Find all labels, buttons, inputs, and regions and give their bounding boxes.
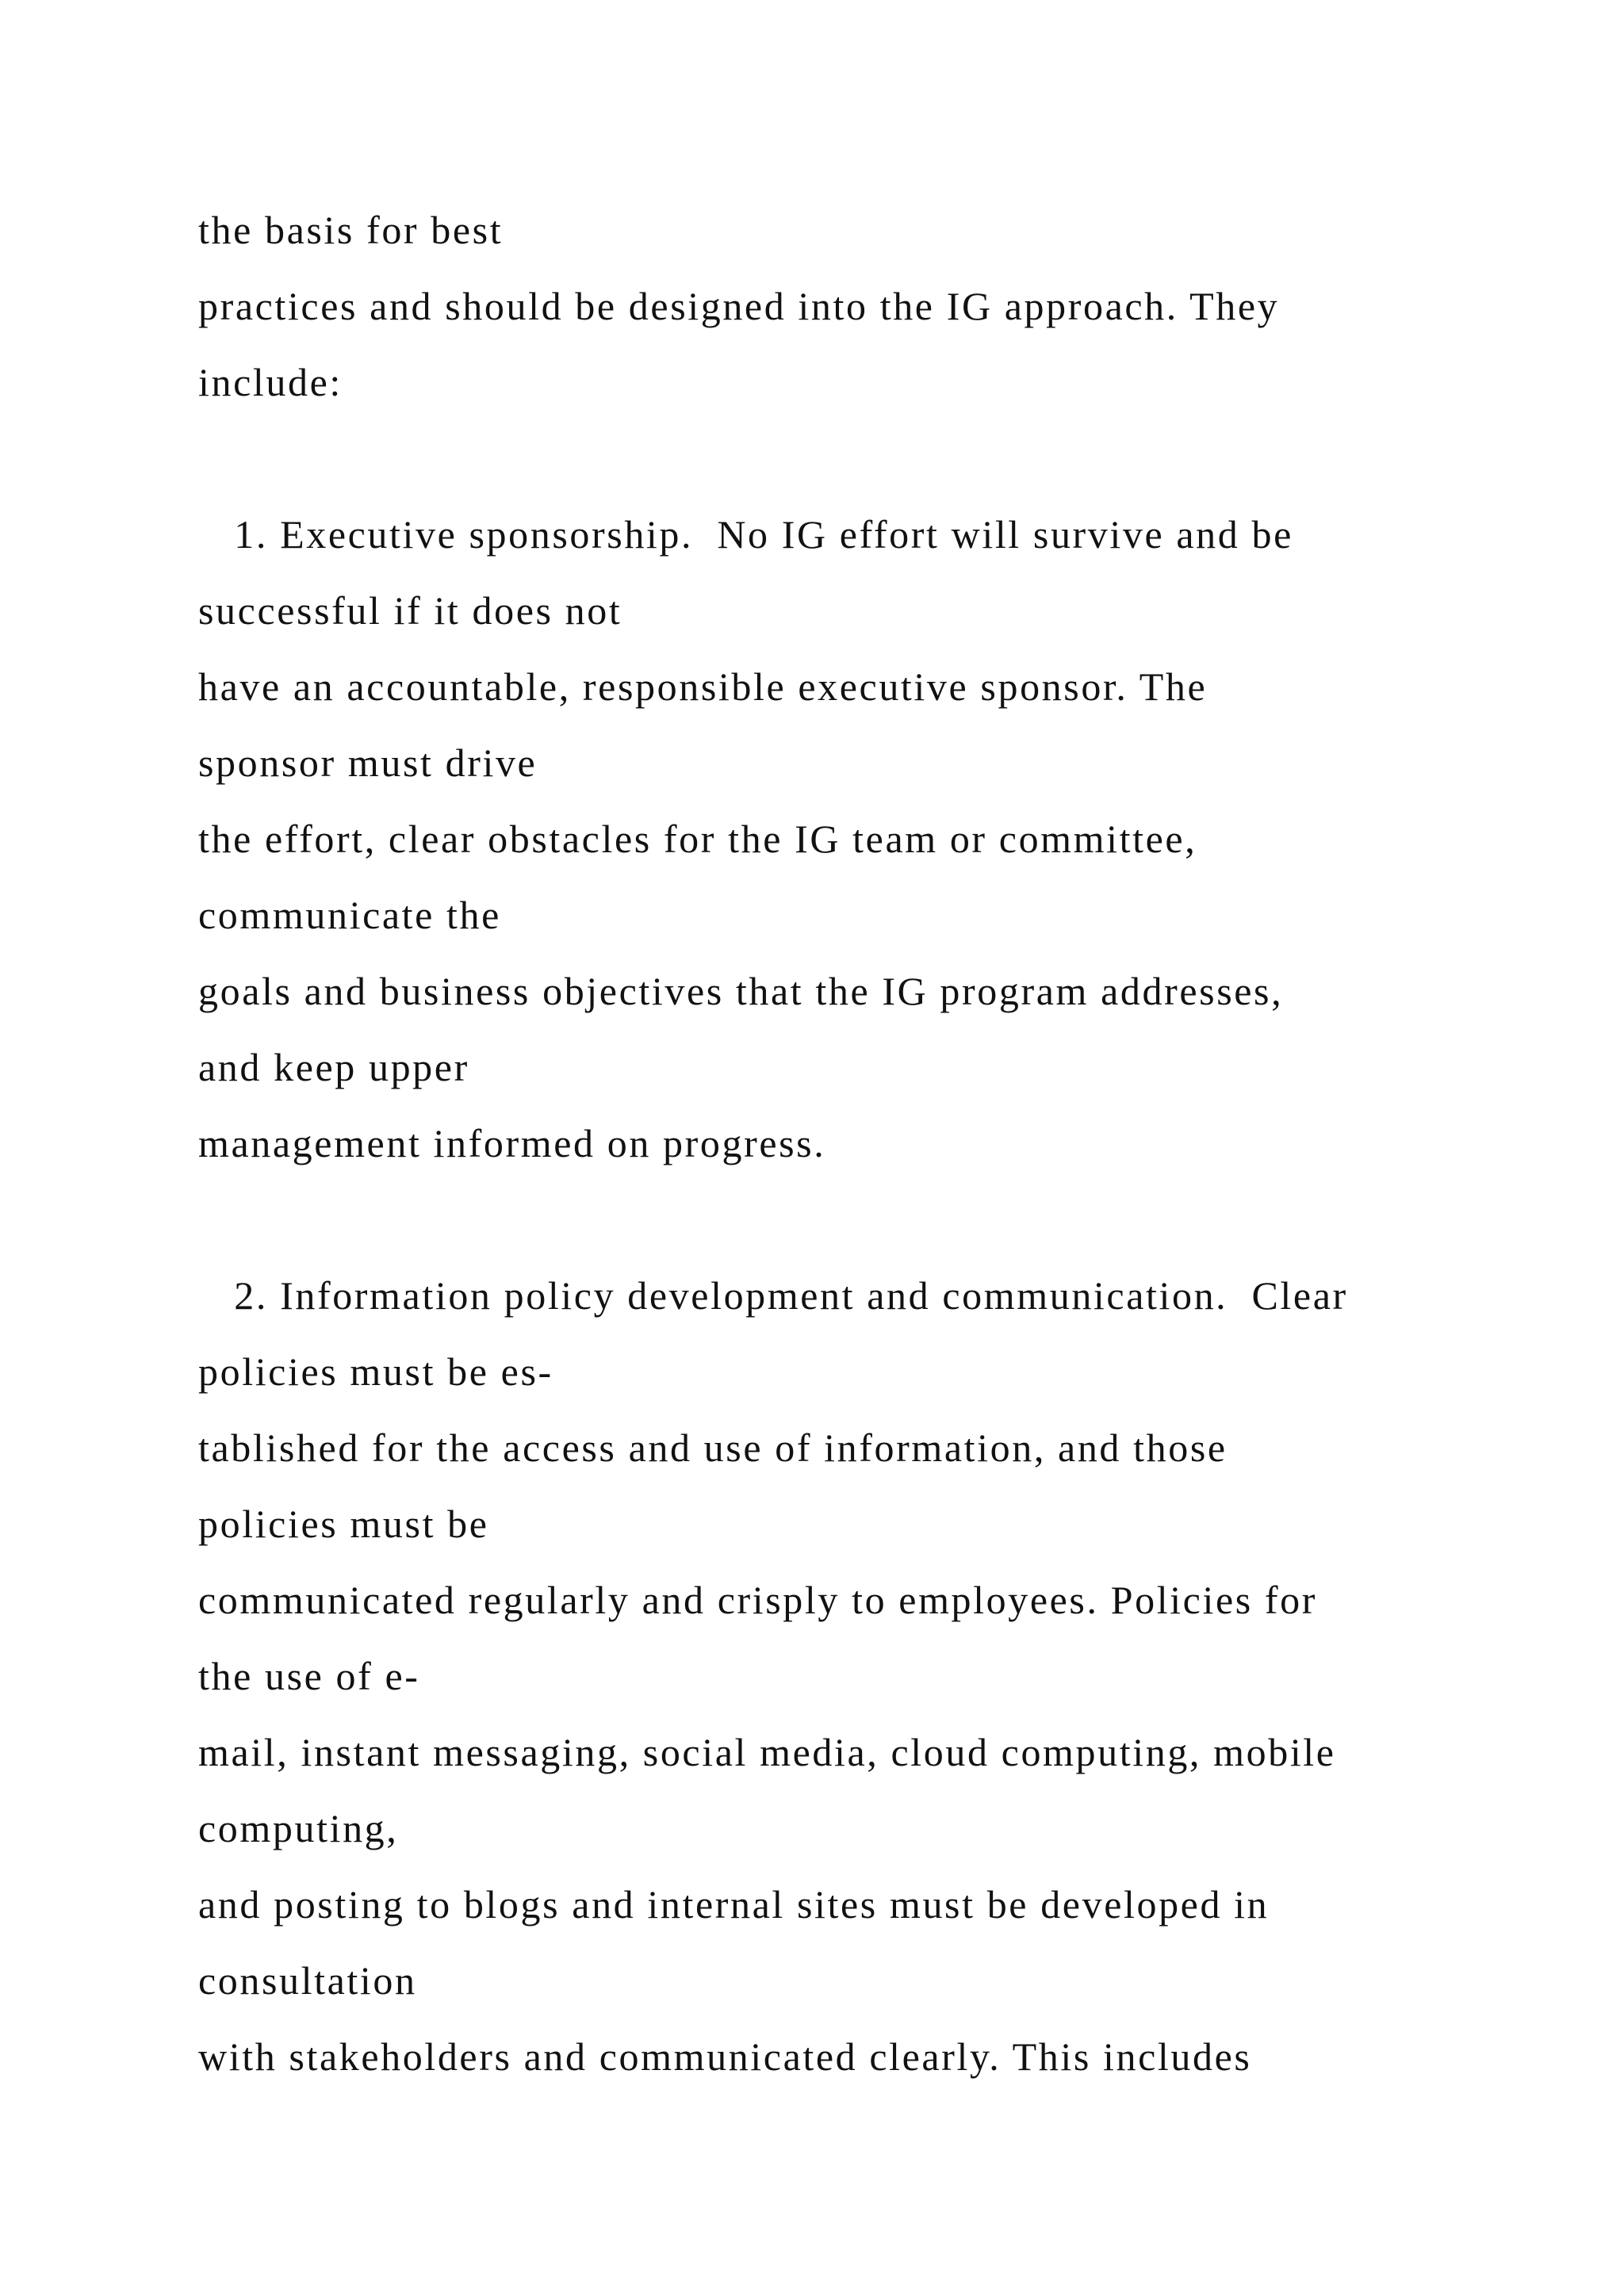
text-line: successful if it does not	[198, 588, 622, 633]
text-line: the effort, clear obstacles for the IG team or committee,	[198, 817, 1197, 861]
text-line: have an accountable, responsible executive sponsor. The	[198, 664, 1208, 709]
text-line: mail, instant messaging, social media, cloud computing, mobile	[198, 1730, 1336, 1774]
text-line: tablished for the access and use of information, and those	[198, 1425, 1228, 1470]
text-line: communicated regularly and crisply to employees. Policies for	[198, 1578, 1318, 1622]
list-item-2-heading: 2. Information policy development and communication. Clear	[198, 1273, 1348, 1318]
text-line: communicate the	[198, 893, 501, 937]
text-line: sponsor must drive	[198, 740, 538, 785]
blank-line	[198, 420, 1546, 496]
text-line: and posting to blogs and internal sites must be developed in	[198, 1882, 1270, 1927]
text-line: computing,	[198, 1806, 399, 1850]
text-line: the basis for best	[198, 208, 504, 252]
text-line: management informed on progress.	[198, 1121, 826, 1165]
text-line: policies must be	[198, 1502, 489, 1546]
text-line: consultation	[198, 1958, 417, 2003]
text-line: goals and business objectives that the IG program addresses,	[198, 969, 1284, 1013]
document-body	[198, 192, 1546, 2095]
list-item-1-heading: 1. Executive sponsorship. No IG effort will survive and be	[198, 512, 1293, 557]
text-line: include:	[198, 360, 343, 404]
text-line: policies must be es-	[198, 1349, 553, 1394]
text-line: practices and should be designed into the IG approach. They	[198, 284, 1280, 328]
blank-line	[198, 1181, 1546, 1257]
text-line: and keep upper	[198, 1045, 469, 1089]
text-line: with stakeholders and communicated clearly. This includes	[198, 2034, 1252, 2079]
text-line: the use of e-	[198, 1654, 420, 1698]
